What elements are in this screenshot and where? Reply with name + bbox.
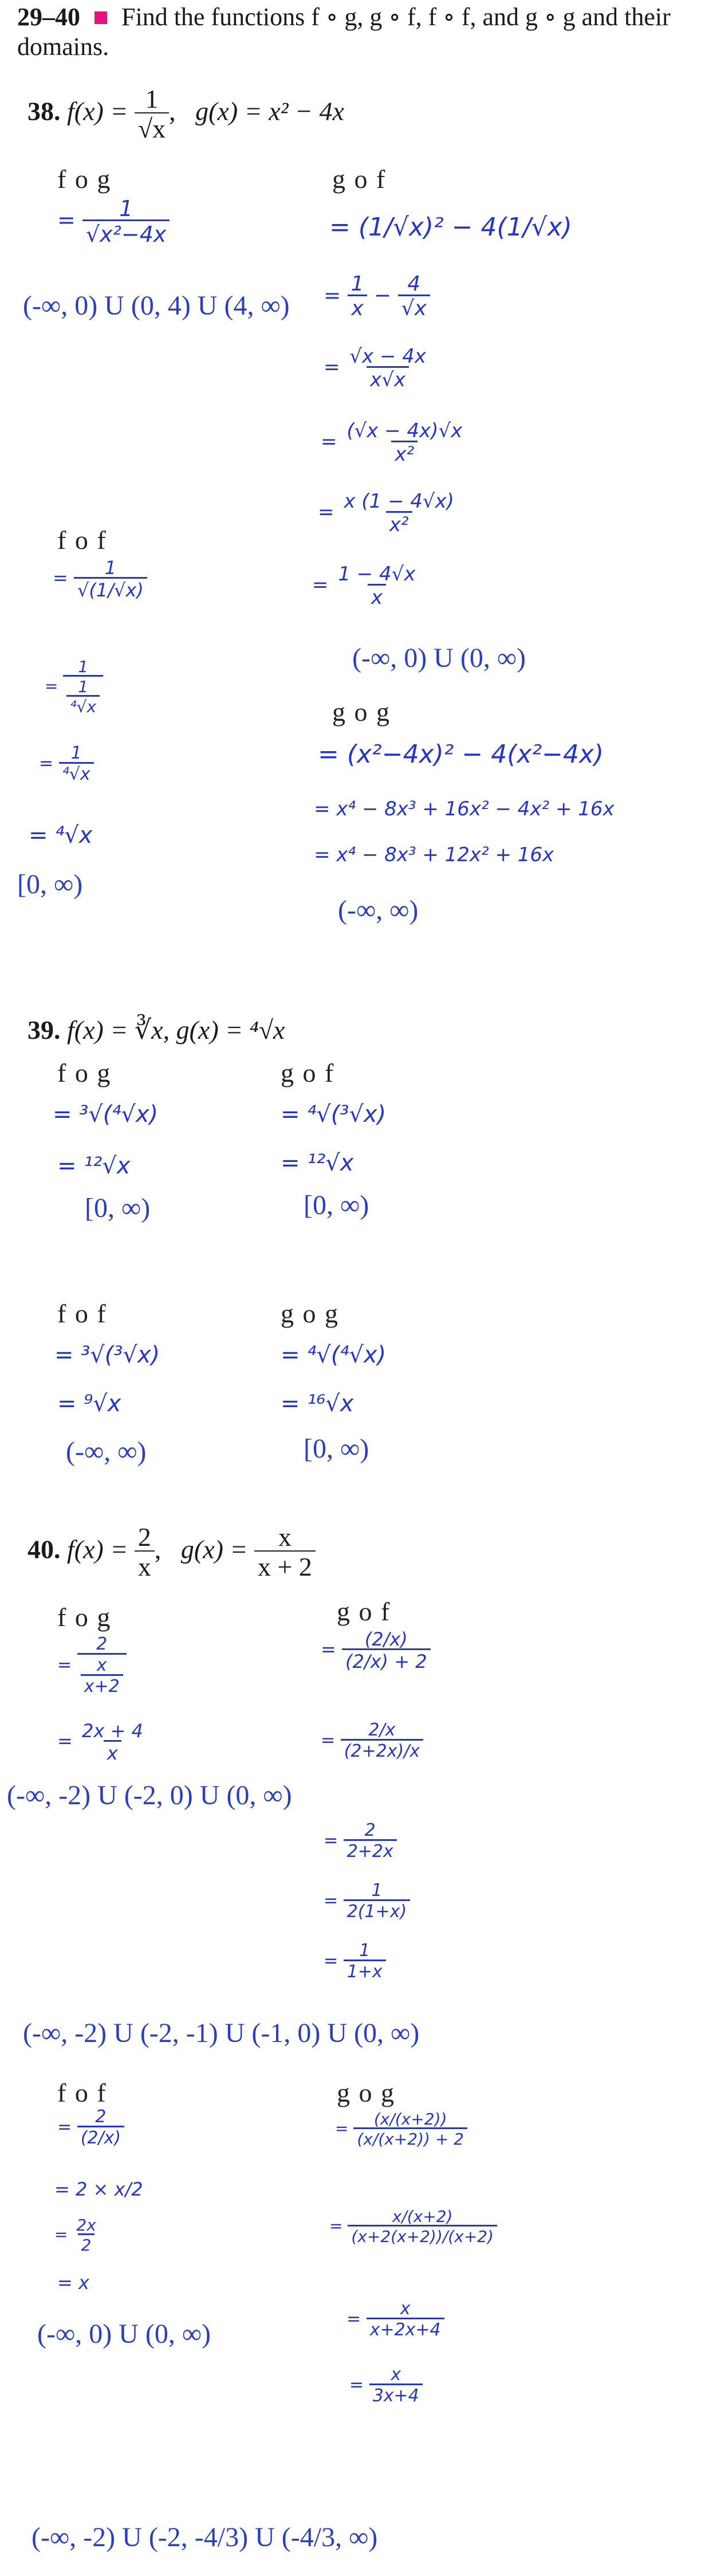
equals: = bbox=[324, 1951, 338, 1971]
fraction bbox=[77, 1636, 127, 1695]
label-fof: f o f bbox=[57, 2078, 107, 2107]
numerator: x bbox=[391, 2365, 401, 2385]
label-fog: f o g bbox=[57, 1603, 112, 1632]
p39-gog-step2: = ¹⁶√x bbox=[281, 1391, 354, 1417]
p40-fog-step1 bbox=[57, 1636, 127, 1695]
equals: = bbox=[321, 1730, 336, 1750]
label-gog: g o g bbox=[337, 2078, 395, 2107]
p40-fog-step2 bbox=[57, 1722, 147, 1762]
equals: = bbox=[324, 1891, 338, 1911]
fraction bbox=[82, 198, 170, 245]
equals: = bbox=[321, 1638, 336, 1660]
p38-fof-step2 bbox=[45, 659, 103, 715]
numerator: x bbox=[96, 1655, 107, 1675]
numerator: 1 bbox=[104, 557, 117, 579]
label-gof: g o f bbox=[337, 1597, 391, 1626]
denominator: x + 2 bbox=[254, 1550, 316, 1580]
problem-39-definition bbox=[27, 1017, 285, 1043]
fraction bbox=[398, 274, 430, 319]
problem-range: 29–40 bbox=[17, 3, 80, 31]
numerator: x (1 − 4√x) bbox=[344, 490, 454, 513]
equals: = bbox=[54, 2225, 68, 2244]
fraction bbox=[63, 659, 103, 715]
p39-fof-domain: (-∞, ∞) bbox=[66, 1436, 147, 1467]
numerator: 1 bbox=[78, 657, 89, 676]
denominator: 2(1+x) bbox=[344, 1899, 410, 1921]
p40-gof-step3 bbox=[324, 1822, 397, 1860]
p40-fof-domain: (-∞, 0) U (0, ∞) bbox=[37, 2319, 211, 2349]
numerator: x bbox=[400, 2299, 411, 2319]
problem-header bbox=[17, 5, 671, 30]
p40-fog-domain: (-∞, -2) U (-2, 0) U (0, ∞) bbox=[7, 1780, 292, 1811]
denominator: (2/x) + 2 bbox=[342, 1648, 431, 1671]
g-lhs: g(x) = bbox=[180, 1534, 248, 1564]
p39-fog-domain: [0, ∞) bbox=[85, 1193, 151, 1223]
denominator bbox=[77, 1653, 127, 1695]
p39-gof-domain: [0, ∞) bbox=[304, 1190, 369, 1220]
p38-gog-domain: (-∞, ∞) bbox=[338, 895, 419, 925]
label-fog: f o g bbox=[57, 1058, 112, 1087]
f-fraction bbox=[135, 86, 169, 142]
p38-fog-step1 bbox=[57, 198, 170, 245]
inner-fraction bbox=[81, 1657, 123, 1695]
denominator: x+2 bbox=[81, 1674, 123, 1695]
numerator: 1 bbox=[359, 1941, 371, 1961]
f-lhs: f(x) = bbox=[67, 96, 128, 126]
p39-fog-step1: = ³√(⁴√x) bbox=[53, 1101, 159, 1128]
numerator: 1 bbox=[119, 196, 133, 221]
fraction bbox=[369, 2366, 423, 2405]
numerator: 1 bbox=[371, 1880, 383, 1900]
denominator: 1+x bbox=[344, 1960, 386, 1981]
numerator: 2 bbox=[96, 1634, 108, 1654]
equals: = bbox=[57, 1655, 72, 1675]
fraction bbox=[342, 1630, 431, 1671]
numerator: x/(x+2) bbox=[392, 2207, 453, 2226]
p38-gog-step3: = x⁴ − 8x³ + 12x² + 16x bbox=[314, 843, 554, 866]
numerator: 4 bbox=[407, 272, 421, 296]
p38-gof-step2 bbox=[324, 274, 430, 319]
equals: = bbox=[335, 2119, 349, 2138]
p38-gof-step3 bbox=[324, 347, 430, 390]
denominator bbox=[63, 675, 103, 715]
minus: − bbox=[373, 284, 392, 308]
fraction bbox=[78, 1722, 147, 1762]
p38-fof-domain: [0, ∞) bbox=[17, 869, 83, 900]
fraction bbox=[334, 564, 419, 607]
denominator: ⁴√x bbox=[66, 695, 100, 715]
numerator: 1 bbox=[78, 677, 89, 696]
numerator: 1 bbox=[70, 743, 82, 763]
equals: = bbox=[318, 501, 334, 524]
equals: = bbox=[324, 1831, 338, 1851]
equals: = bbox=[53, 567, 68, 589]
label-gog: g o g bbox=[281, 1299, 339, 1328]
fraction bbox=[74, 559, 147, 599]
equals: = bbox=[39, 753, 54, 773]
f-lhs: f(x) = bbox=[67, 1534, 128, 1564]
label-gog: g o g bbox=[332, 697, 391, 727]
p38-gof-step6 bbox=[312, 564, 419, 607]
p38-fog-domain: (-∞, 0) U (0, 4) U (4, ∞) bbox=[23, 290, 290, 321]
fraction bbox=[346, 347, 430, 390]
separator: , bbox=[169, 96, 176, 126]
fraction bbox=[340, 492, 458, 535]
p40-fof-step4: = x bbox=[57, 2272, 89, 2294]
denominator: (x+2(x+2))/(x+2) bbox=[348, 2225, 497, 2245]
denominator: (2/x) bbox=[77, 2126, 124, 2147]
numerator: 2x bbox=[76, 2216, 96, 2235]
fraction bbox=[348, 2209, 497, 2245]
denominator: √x bbox=[398, 294, 430, 319]
fraction bbox=[341, 1722, 423, 1760]
problem-number: 40. bbox=[27, 1534, 61, 1564]
denominator: (2+2x)/x bbox=[341, 1739, 423, 1760]
equals: = bbox=[57, 1730, 73, 1752]
numerator: 1 bbox=[350, 272, 364, 296]
p38-fof-step1 bbox=[53, 559, 147, 599]
p39-gog-step1: = ⁴√(⁴√x) bbox=[281, 1342, 387, 1368]
instruction-text: Find the functions f ∘ g, g ∘ f, f ∘ f, and g ∘ g and their bbox=[121, 3, 671, 31]
p39-gof-step2: = ¹²√x bbox=[281, 1150, 354, 1176]
equals: = bbox=[321, 430, 337, 453]
equals: = bbox=[324, 284, 341, 308]
p39-fof-step1: = ³√(³√x) bbox=[54, 1342, 160, 1368]
equals: = bbox=[57, 2117, 72, 2137]
equals: = bbox=[349, 2375, 364, 2395]
denominator: 2 bbox=[78, 2233, 95, 2253]
p38-gof-step1: = (1/√x)² − 4(1/√x) bbox=[329, 213, 572, 242]
fraction bbox=[343, 421, 466, 464]
fraction bbox=[344, 1942, 386, 1981]
p40-gof-step5 bbox=[324, 1942, 386, 1981]
fraction bbox=[77, 2108, 124, 2147]
fraction bbox=[344, 1822, 397, 1860]
instruction-text-2: domains. bbox=[17, 33, 109, 61]
g-fraction bbox=[254, 1524, 316, 1580]
label-fof: f o f bbox=[57, 1299, 107, 1328]
p38-gof-step4 bbox=[321, 421, 466, 464]
numerator: (2/x) bbox=[364, 1628, 408, 1650]
problem-number: 39. bbox=[27, 1015, 61, 1044]
equals: = bbox=[312, 574, 329, 596]
p40-gof-step2 bbox=[321, 1722, 423, 1760]
p38-gof-step5 bbox=[318, 492, 458, 535]
p38-gog-step1: = (x²−4x)² − 4(x²−4x) bbox=[318, 740, 604, 769]
label-gof: g o f bbox=[332, 164, 387, 194]
p40-gof-step4 bbox=[324, 1882, 410, 1921]
numerator: x bbox=[278, 1522, 292, 1552]
function-definitions: f(x) = ∛x, g(x) = ⁴√x bbox=[67, 1015, 285, 1044]
numerator: (√x − 4x)√x bbox=[346, 419, 463, 442]
inner-fraction bbox=[66, 679, 100, 715]
denominator: x bbox=[368, 584, 386, 607]
label-gof: g o f bbox=[281, 1058, 335, 1087]
numerator: 2 bbox=[95, 2107, 107, 2127]
fraction bbox=[344, 1882, 410, 1921]
equals: = bbox=[57, 207, 76, 233]
fraction bbox=[353, 2111, 467, 2147]
denominator: 3x+4 bbox=[369, 2383, 423, 2405]
p38-gog-step2: = x⁴ − 8x³ + 16x² − 4x² + 16x bbox=[314, 798, 615, 820]
p38-gof-domain: (-∞, 0) U (0, ∞) bbox=[352, 643, 526, 673]
equals: = bbox=[329, 2216, 343, 2236]
p40-fof-step3 bbox=[54, 2217, 100, 2253]
fraction bbox=[367, 2300, 444, 2339]
p40-gog-step3 bbox=[346, 2300, 444, 2339]
denominator: x bbox=[348, 294, 367, 319]
numerator: √x − 4x bbox=[349, 345, 426, 368]
numerator: 2 bbox=[137, 1522, 151, 1552]
equals: = bbox=[324, 356, 340, 379]
p38-fof-step4: = ⁴√x bbox=[29, 822, 93, 849]
equals: = bbox=[45, 677, 58, 696]
denominator: x bbox=[135, 1550, 155, 1580]
fraction bbox=[348, 274, 368, 319]
fraction bbox=[73, 2217, 99, 2253]
numerator: 2/x bbox=[368, 1720, 396, 1740]
p39-fog-step2: = ¹²√x bbox=[57, 1153, 131, 1179]
denominator: x² bbox=[386, 511, 412, 535]
numerator: (x/(x+2)) bbox=[373, 2110, 447, 2129]
problem-40-definition bbox=[27, 1524, 316, 1580]
g-definition: g(x) = x² − 4x bbox=[195, 96, 344, 126]
denominator: x+2x+4 bbox=[367, 2318, 444, 2339]
p40-gog-domain: (-∞, -2) U (-2, -4/3) U (-4/3, ∞) bbox=[31, 2522, 378, 2553]
p39-fof-step2: = ⁹√x bbox=[57, 1391, 121, 1417]
p39-gof-step1: = ⁴√(³√x) bbox=[281, 1101, 387, 1128]
p40-gof-step1 bbox=[321, 1630, 431, 1671]
p40-gof-domain: (-∞, -2) U (-2, -1) U (-1, 0) U (0, ∞) bbox=[23, 2018, 420, 2048]
problem-number: 38. bbox=[27, 96, 61, 126]
problem-38-definition bbox=[27, 86, 344, 142]
denominator: ⁴√x bbox=[59, 762, 94, 783]
denominator: √x²−4x bbox=[82, 219, 170, 245]
fraction bbox=[59, 745, 94, 783]
label-fof: f o f bbox=[57, 525, 107, 555]
denominator: √x bbox=[135, 112, 169, 142]
denominator: √(1/√x) bbox=[74, 577, 147, 599]
numerator: 1 − 4√x bbox=[338, 563, 416, 586]
denominator: x bbox=[104, 1740, 121, 1762]
p40-fof-step2: = 2 × x/2 bbox=[54, 2178, 143, 2200]
p40-gog-step1 bbox=[335, 2111, 467, 2147]
equals: = bbox=[346, 2309, 361, 2329]
f-fraction bbox=[135, 1524, 155, 1580]
numerator: 2 bbox=[364, 1820, 376, 1840]
numerator: 1 bbox=[145, 84, 159, 113]
label-fog: f o g bbox=[57, 164, 112, 194]
denominator: 2+2x bbox=[344, 1839, 397, 1860]
p38-fof-step3 bbox=[39, 745, 94, 783]
denominator: x² bbox=[391, 441, 418, 464]
denominator: (x/(x+2)) + 2 bbox=[353, 2127, 467, 2147]
p39-gog-domain: [0, ∞) bbox=[304, 1434, 369, 1464]
p40-fof-step1 bbox=[57, 2108, 124, 2147]
p40-gog-step2 bbox=[329, 2209, 497, 2245]
square-bullet-icon bbox=[94, 11, 107, 24]
p40-gog-step4 bbox=[349, 2366, 423, 2405]
separator: , bbox=[154, 1534, 162, 1564]
numerator: 2x + 4 bbox=[81, 1720, 143, 1742]
denominator: x√x bbox=[367, 366, 409, 390]
